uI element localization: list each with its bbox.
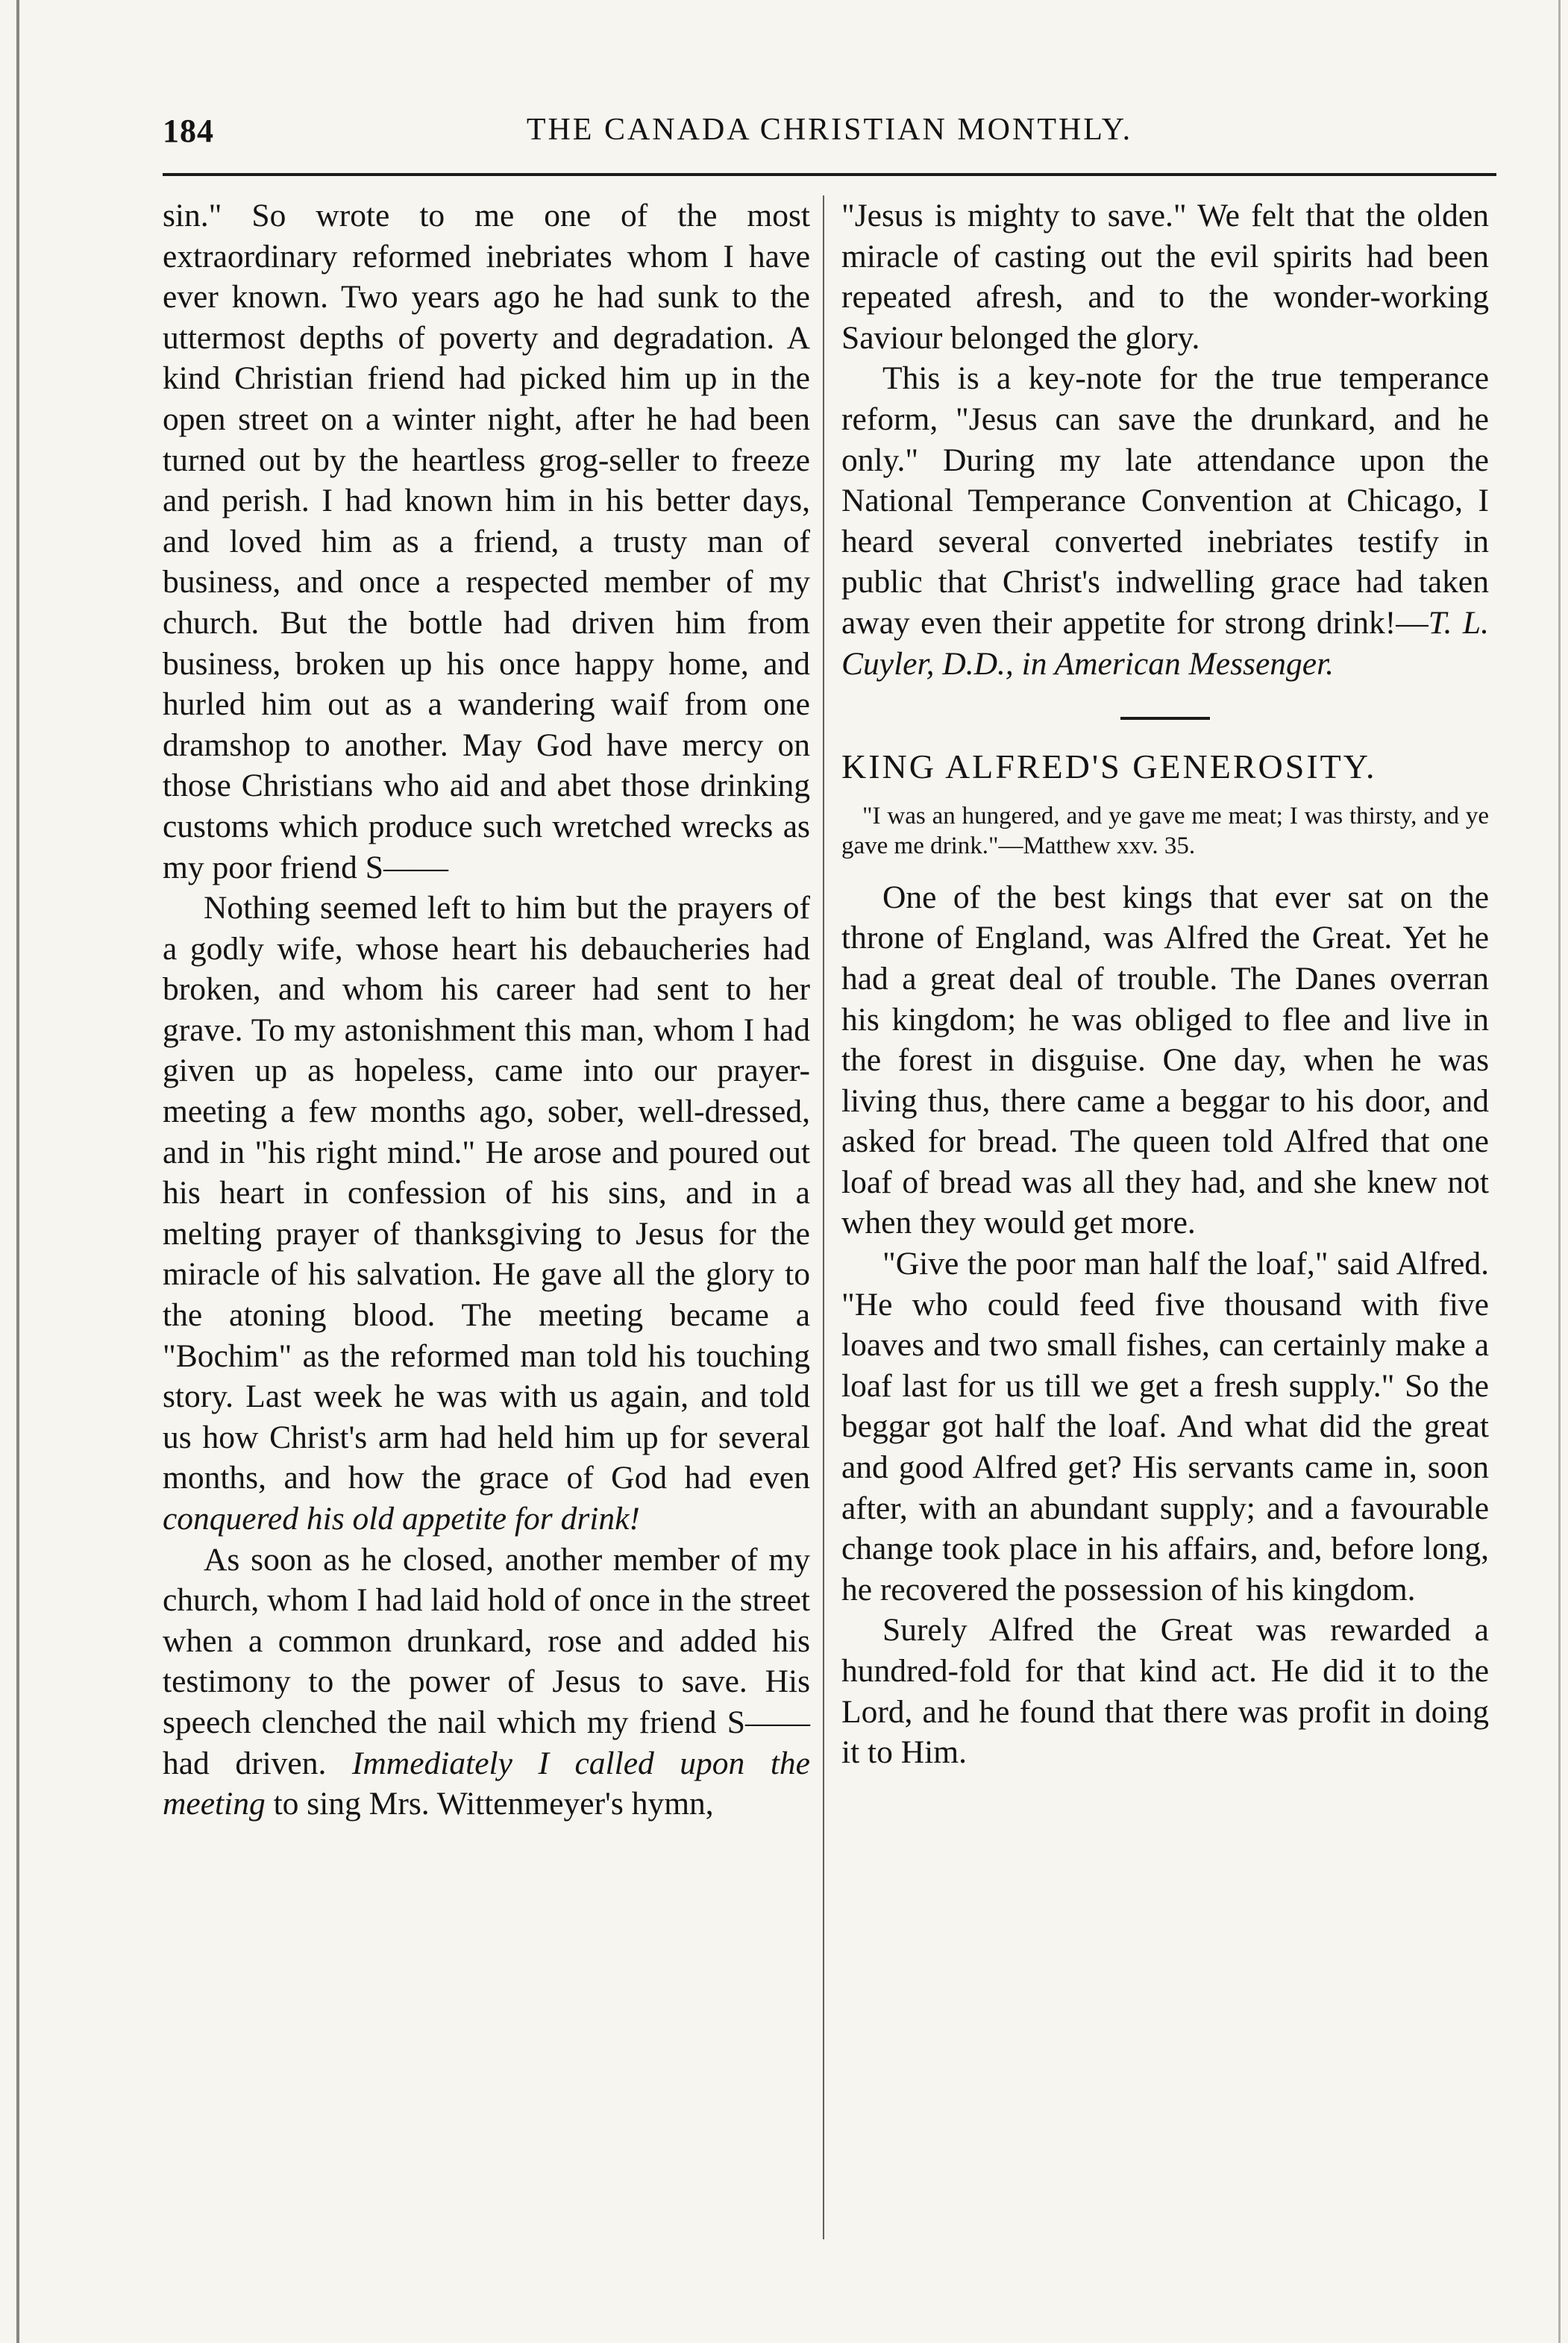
- paragraph: "Give the poor man half the loaf," said Alfred. "He who could feed five thousand with five loaves and two small fishes, can certainly make a loaf last for us till we get a fresh supply." So the beggar got half the loaf. And what did the great and good Alfred get? His servants came in, soon after, with an abundant supply; and a favourable change took place in his affairs, and, before long, he recovered the possession of his kingdom.: [841, 1246, 1489, 1608]
- paragraph: Surely Alfred the Great was rewarded a hundred-fold for that kind act. He did it to the Lord, and he found that there was profit in doing it to Him.: [841, 1612, 1489, 1771]
- article-title: KING ALFRED'S GENEROSITY.: [841, 747, 1377, 786]
- paragraph: "Jesus is mighty to save." We felt that the olden miracle of casting out the evil spirits had been repeated afresh, and to the wonder-working Saviour belonged the glory.: [841, 198, 1489, 356]
- paragraph: sin." So wrote to me one of the most extraordinary reformed inebriates whom I have ever known. Two years ago he had sunk to the uttermost depths of poverty and degradation. A kind Christian friend had picked him up in the open street on a winter night, after he had been turned out by the heartless grog-seller to freeze and perish. I had known him in his better days, and loved him as a friend, a trusty man of business, and once a respected member of my church. But the bottle had driven him from business, broken up his once happy home, and hurled him out as a wandering waif from one dramshop to another. May God have mercy on those Christians who aid and abet those drinking customs which produce such wretched wrecks as my poor friend S——: [163, 198, 810, 885]
- running-title: THE CANADA CHRISTIAN MONTHLY.: [526, 113, 1133, 147]
- right-column: [841, 195, 1489, 1773]
- section-rule: [1120, 717, 1210, 720]
- paragraph-text: to sing Mrs. Wittenmeyer's hymn,: [265, 1786, 714, 1822]
- paragraph: One of the best kings that ever sat on the throne of England, was Alfred the Great. Yet he had a great deal of trouble. The Danes overran his kingdom; he was obliged to flee and live in the forest in disguise. One day, when he was living thus, there came a beggar to his door, and asked for bread. The queen told Alfred that one loaf of bread was all they had, and she knew not when they would get more.: [841, 879, 1489, 1241]
- paragraph-text: As soon as he closed, another member of my church, whom I had laid hold of once in the street when a common drunkard, rose and added his testimony to the power of Jesus to save. His speech clenched the nail which my friend S—— had driven.: [163, 1541, 810, 1781]
- paragraph-text: Nothing seemed left to him but the prayers of a godly wife, whose heart his debaucheries had broken, and whom his career had sent to her grave. To my astonishment this man, whom I had given up as hopeless, came into our prayer-meeting a few months ago, sober, well-dressed, and in "his right mind." He arose and poured out his heart in confession of his sins, and in a melting prayer of thanksgiving to Jesus for the miracle of his salvation. He gave all the glory to the atoning blood. The meeting became a "Bochim" as the reformed man told his touching story. Last week he was with us again, and told us how Christ's arm had held him up for several months, and how the grace of God had even: [163, 890, 810, 1496]
- italic-phrase: Immediately I called upon the meeting: [163, 1745, 810, 1822]
- paragraph: [841, 358, 1489, 684]
- paragraph: [163, 888, 810, 1540]
- attribution: T. L. Cuyler, D.D., in American Messenger.: [841, 604, 1489, 682]
- column-divider: [823, 195, 824, 2239]
- left-column: [163, 195, 810, 1825]
- page-number: 184: [163, 113, 214, 149]
- page-edge: [1558, 0, 1561, 2343]
- paragraph-text: This is a key-note for the true temperance reform, "Jesus can save the drunkard, and he only." During my late attendance upon the National Temperance Convention at Chicago, I heard several converted inebriates testify in public that Christ's indwelling grace had taken away even their appetite for strong drink!—: [841, 360, 1489, 641]
- header-rule: [163, 173, 1496, 176]
- binding-edge: [16, 0, 19, 2343]
- page-header: [163, 112, 1496, 157]
- epigraph: "I was an hungered, and ye gave me meat; I was thirsty, and ye gave me drink."—Matthew xxv. 35.: [841, 802, 1489, 859]
- paragraph: [163, 1540, 810, 1825]
- italic-phrase: conquered his old appetite for drink!: [163, 1501, 640, 1537]
